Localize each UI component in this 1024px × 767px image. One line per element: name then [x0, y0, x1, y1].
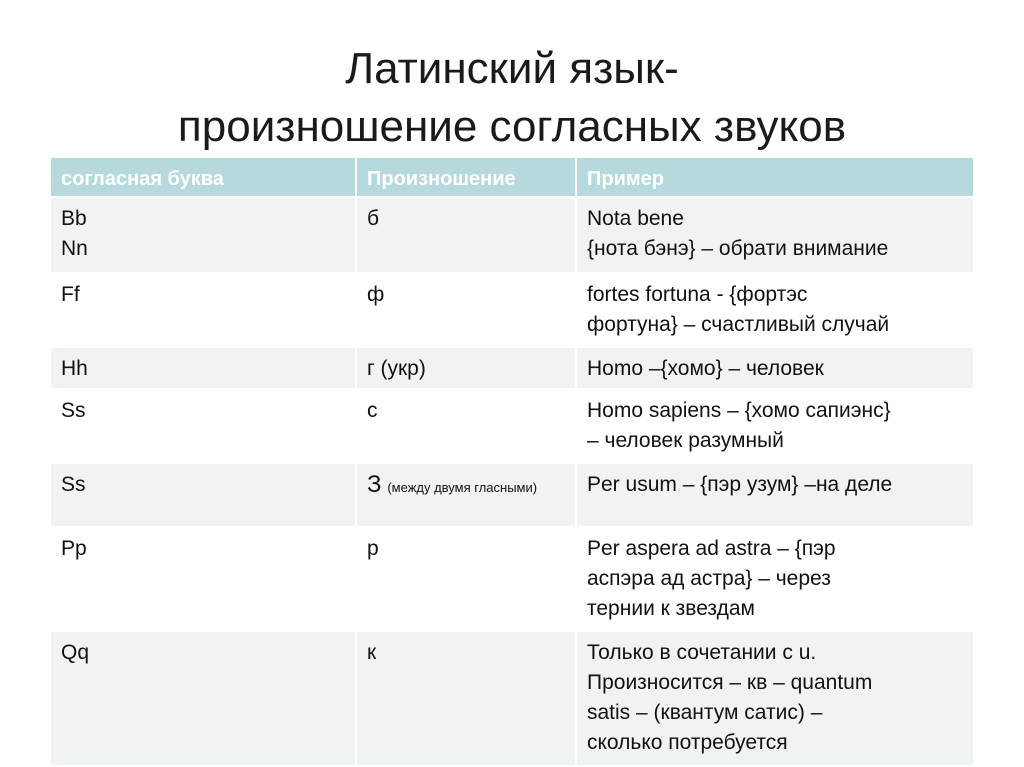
example-cell	[577, 632, 973, 767]
sound: З	[367, 471, 382, 498]
example-line: Homo sapiens – {хомо сапиэнс}	[587, 399, 891, 422]
example-cell	[577, 528, 973, 632]
example-line: тернии к звездам	[587, 597, 755, 620]
letter: Bb	[61, 207, 87, 230]
example-line: Homo –{хомо} – человек	[587, 357, 824, 380]
slide-title	[0, 40, 1024, 156]
example-line: Произносится – кв – quantum	[587, 671, 873, 694]
table-header	[51, 158, 973, 198]
title-line-2: произношение согласных звуков	[177, 102, 847, 151]
example-line: {нота бэнэ} – обрати внимание	[587, 237, 889, 260]
example-cell	[577, 348, 973, 390]
example-cell	[577, 390, 973, 464]
table-row	[51, 464, 973, 528]
header-pronunciation: Произношение	[357, 158, 577, 198]
sound: с	[367, 399, 378, 422]
sound-cell	[357, 632, 577, 767]
letter: Qq	[61, 641, 90, 664]
table-row	[51, 198, 973, 274]
letter-cell	[51, 390, 357, 464]
example-line: Per usum – {пэр узум} –на деле	[587, 473, 893, 496]
table-row	[51, 390, 973, 464]
sound-cell	[357, 464, 577, 528]
sound-cell	[357, 274, 577, 348]
example-cell	[577, 274, 973, 348]
example-line: Per aspera ad astra – {пэр	[587, 537, 836, 560]
sound-cell	[357, 198, 577, 274]
example-line: фортуна} – счастливый случай	[587, 313, 890, 336]
title-line-1: Латинский язык-	[345, 44, 679, 93]
example-line: Nota bene	[587, 207, 684, 230]
table-row	[51, 274, 973, 348]
example-cell	[577, 464, 973, 528]
letter-cell	[51, 198, 357, 274]
table-row	[51, 528, 973, 632]
letter-cell	[51, 464, 357, 528]
example-line: – человек разумный	[587, 429, 784, 452]
sound-cell	[357, 348, 577, 390]
example-cell	[577, 198, 973, 274]
letter: Hh	[61, 357, 88, 380]
letter: Nn	[61, 237, 88, 260]
header-example: Пример	[577, 158, 973, 198]
sound: к	[367, 641, 377, 664]
example-line: сколько потребуется	[587, 731, 788, 754]
letter: Ff	[61, 283, 80, 306]
letter: Ss	[61, 473, 86, 496]
sound: б	[367, 207, 380, 230]
sound: г (укр)	[367, 357, 426, 380]
letter-cell	[51, 274, 357, 348]
header-letter: согласная буква	[51, 158, 357, 198]
letter-cell	[51, 632, 357, 767]
table-row	[51, 348, 973, 390]
letter: Ss	[61, 399, 86, 422]
table-row	[51, 632, 973, 767]
sound: ф	[367, 283, 385, 306]
example-line: аспэра ад астра} – через	[587, 567, 831, 590]
example-line: satis – (квантум сатис) –	[587, 701, 823, 724]
example-line: Только в сочетании с u.	[587, 641, 817, 664]
sound: р	[367, 537, 379, 560]
letter-cell	[51, 528, 357, 632]
letter-cell	[51, 348, 357, 390]
example-line: fortes fortuna - {фортэс	[587, 283, 808, 306]
letter: Pp	[61, 537, 87, 560]
sound-cell	[357, 390, 577, 464]
sound-cell	[357, 528, 577, 632]
sound-note: (между двумя гласными)	[387, 480, 538, 495]
